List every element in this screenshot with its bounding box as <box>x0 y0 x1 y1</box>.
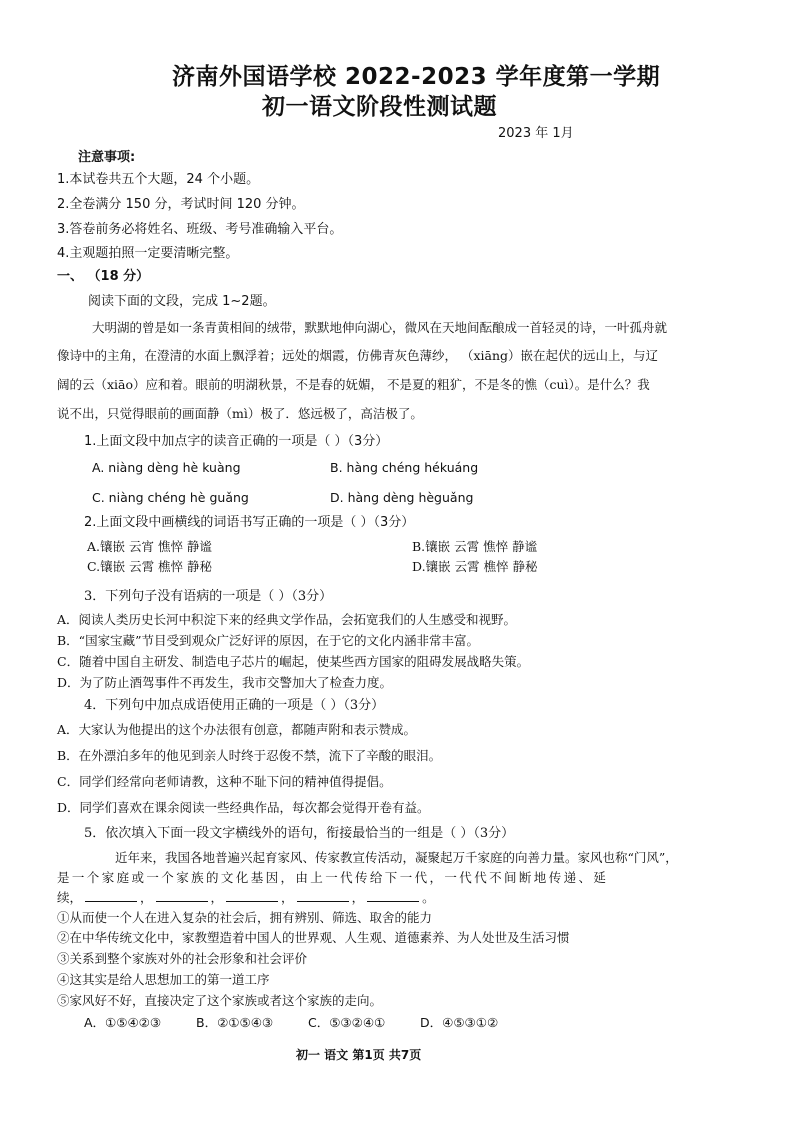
question-5-stem: 5．依次填入下面一段文字横线外的语句，衔接最恰当的一组是（ ）（3分） <box>84 826 515 841</box>
question-5-passage-prefix: 续， <box>57 890 83 905</box>
answer-blank-5[interactable] <box>367 889 419 902</box>
section-heading: 一、 （18 分） <box>57 269 150 284</box>
question-5-option-b: B．②①⑤④③ <box>196 1015 274 1030</box>
exam-date: 2023 年 1月 <box>498 126 574 141</box>
question-3-option-d: D．为了防止酒驾事件不再发生，我市交警加大了检查力度。 <box>57 675 393 690</box>
question-1-option-d: D. hàng dèng hèguǎng <box>330 490 474 505</box>
question-5-option-c: C．⑤③②④① <box>308 1015 386 1030</box>
answer-blank-3[interactable] <box>226 889 278 902</box>
question-5-option-a: A．①⑤④②③ <box>84 1015 162 1030</box>
title-line-2: 初一语文阶段性测试题 <box>262 94 497 120</box>
question-2-option-d: D.镶嵌 云霄 樵悴 静秘 <box>412 559 538 574</box>
notice-item-3: 3.答卷前务必将姓名、班级、考号准确输入平台。 <box>57 222 343 237</box>
question-1-stem: 1.上面文段中加点字的读音正确的一项是（ ）（3分） <box>84 434 389 449</box>
question-5-passage-line-2: 是一个家庭或一个家族的文化基因，由上一代传给下一代，一代代不间断地传递、延 <box>57 870 609 885</box>
notice-item-2: 2.全卷满分 150 分，考试时间 120 分钟。 <box>57 197 305 212</box>
question-4-stem: 4．下列句中加点成语使用正确的一项是（ ）（3分） <box>84 698 385 713</box>
question-5-item-3: ③关系到整个家族对外的社会形象和社会评价 <box>57 951 308 966</box>
question-1-option-a: A. niàng dèng hè kuàng <box>92 460 241 475</box>
title-line-1: 济南外国语学校 2022-2023 学年度第一学期 <box>172 64 661 90</box>
passage-line-1: 大明湖的曾是如一条青黄相间的绒带，默默地伸向湖心，微风在天地间酝酿成一首轻灵的诗，一叶孤舟就 <box>92 320 668 335</box>
question-3-option-c: C．随着中国自主研发、制造电子芯片的崛起，使某些西方国家的阻碍发展战略失策。 <box>57 654 530 669</box>
question-1-option-c: C. niàng chéng hè guǎng <box>92 490 249 505</box>
question-5-item-1: ①从而使一个人在进入复杂的社会后，拥有辨别、筛选、取舍的能力 <box>57 910 433 925</box>
question-4-option-b: B．在外漂泊多年的他见到亲人时终于忍俊不禁，流下了辛酸的眼泪。 <box>57 748 442 763</box>
notice-item-4: 4.主观题拍照一定要清晰完整。 <box>57 246 239 261</box>
question-5-item-5: ⑤家风好不好，直接决定了这个家族或者这个家族的走向。 <box>57 993 383 1008</box>
passage-line-2: 像诗中的主角，在澄清的水面上飘浮着；远处的烟霞，仿佛青灰色薄纱， （xiāng）嵌在起伏的远山上，与辽 <box>57 348 659 363</box>
notice-item-1: 1.本试卷共五个大题，24 个小题。 <box>57 172 260 187</box>
passage-line-3: 阔的云（xiāo）应和着。眼前的明湖秋景，不是春的妩媚， 不是夏的粗犷，不是冬的憔（cuì）。是什么？我 <box>57 377 650 392</box>
question-2-option-b: B.镶嵌 云霄 憔悴 静谧 <box>412 539 538 554</box>
question-2-option-a: A.镶嵌 云宵 憔悴 静谧 <box>87 539 212 554</box>
question-3-stem: 3．下列句子没有语病的一项是（ ）（3分） <box>84 589 333 604</box>
answer-blank-1[interactable] <box>85 889 137 902</box>
question-3-option-b: B．“国家宝藏”节目受到观众广泛好评的原因，在于它的文化内涵非常丰富。 <box>57 633 479 648</box>
passage-line-4: 说不出，只觉得眼前的画面静（mì）极了．悠远极了，高洁极了。 <box>57 406 423 421</box>
question-5-passage-line-1: 近年来，我国各地普遍兴起育家风、传家教宣传活动，凝聚起万千家庭的向善力量。家风也称“门风”， <box>115 850 678 865</box>
question-5-item-4: ④这其实是给人思想加工的第一道工序 <box>57 972 270 987</box>
question-4-option-a: A．大家认为他提出的这个办法很有创意，都随声附和表示赞成。 <box>57 722 417 737</box>
question-5-item-2: ②在中华传统文化中，家教塑造着中国人的世界观、人生观、道德素养、为人处世及生活习惯 <box>57 930 570 945</box>
question-3-option-a: A．阅读人类历史长河中积淀下来的经典文学作品，会拓宽我们的人生感受和视野。 <box>57 612 517 627</box>
question-4-option-d: D．同学们喜欢在课余阅读一些经典作品，每次都会觉得开卷有益。 <box>57 800 430 815</box>
page-footer: 初一 语文 第1页 共7页 <box>296 1048 422 1062</box>
notice-heading: 注意事项: <box>78 150 136 165</box>
question-2-option-c: C.镶嵌 云霄 樵悴 静秘 <box>87 559 213 574</box>
question-2-stem: 2.上面文段中画横线的词语书写正确的一项是（ ）（3分） <box>84 515 415 530</box>
reading-instruction: 阅读下面的文段，完成 1~2题。 <box>88 294 276 309</box>
question-1-option-b: B. hàng chéng hékuáng <box>330 460 479 475</box>
answer-blank-4[interactable] <box>297 889 349 902</box>
answer-blank-2[interactable] <box>156 889 208 902</box>
question-4-option-c: C．同学们经常向老师请教，这种不耻下问的精神值得提倡。 <box>57 774 392 789</box>
question-5-passage-line-3: 续， ， ， ， ， 。 <box>57 890 435 905</box>
question-5-option-d: D．④⑤③①② <box>420 1015 499 1030</box>
